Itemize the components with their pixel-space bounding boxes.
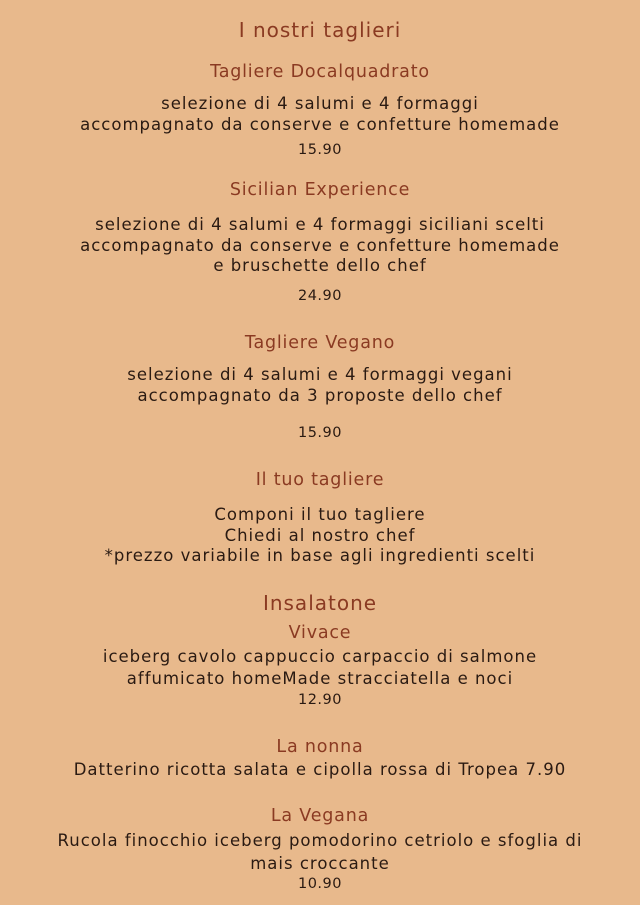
item-desc-la-nonna <box>0 760 640 781</box>
item-title-il-tuo-tagliere: Il tuo tagliere <box>255 470 385 490</box>
desc-line: affumicato homeMade stracciatella e noci <box>126 669 514 688</box>
item-title-la-vegana: La Vegana <box>270 806 370 826</box>
item-title-sicilian-experience: Sicilian Experience <box>229 180 411 200</box>
item-price-la-vegana: 10.90 <box>297 876 342 892</box>
desc-line: Chiedi al nostro chef <box>224 525 416 545</box>
item-desc-vivace <box>0 646 640 690</box>
desc-line: selezione di 4 salumi e 4 formaggi siciliani scelti <box>95 215 545 234</box>
desc-line: Datterino ricotta salata e cipolla rossa di Tropea 7.90 <box>73 760 567 779</box>
desc-line: accompagnato da 3 proposte dello chef <box>137 385 503 405</box>
item-title-vivace: Vivace <box>288 623 352 643</box>
item-price-sicilian-experience: 24.90 <box>297 288 342 304</box>
desc-line: Rucola finocchio iceberg pomodorino cetriolo e sfoglia di <box>57 831 583 850</box>
item-desc-sicilian-experience <box>0 215 640 277</box>
item-price-docalquadrato: 15.90 <box>297 142 342 158</box>
item-title-la-nonna: La nonna <box>276 737 364 757</box>
item-price-tagliere-vegano: 15.90 <box>297 425 342 441</box>
desc-line: selezione di 4 salumi e 4 formaggi vegani <box>127 365 513 384</box>
taglieri-heading: I nostri taglieri <box>238 18 402 42</box>
desc-line: selezione di 4 salumi e 4 formaggi <box>161 94 479 113</box>
item-desc-la-vegana <box>0 829 640 875</box>
insalatone-heading: Insalatone <box>262 591 378 615</box>
item-desc-docalquadrato <box>0 94 640 135</box>
item-desc-il-tuo-tagliere <box>0 505 640 567</box>
desc-line: Componi il tuo tagliere <box>214 505 426 524</box>
item-desc-tagliere-vegano <box>0 365 640 406</box>
item-title-tagliere-vegano: Tagliere Vegano <box>244 333 396 353</box>
desc-line: iceberg cavolo cappuccio carpaccio di salmone <box>102 647 538 666</box>
desc-line: accompagnato da conserve e confetture homemade <box>80 235 560 255</box>
desc-line: accompagnato da conserve e confetture homemade <box>80 114 560 134</box>
desc-line: e bruschette dello chef <box>213 256 427 275</box>
desc-line: mais croccante <box>250 854 390 873</box>
item-title-docalquadrato: Tagliere Docalquadrato <box>210 62 430 82</box>
item-price-vivace: 12.90 <box>297 692 342 708</box>
desc-line: *prezzo variabile in base agli ingredienti scelti <box>104 546 536 565</box>
